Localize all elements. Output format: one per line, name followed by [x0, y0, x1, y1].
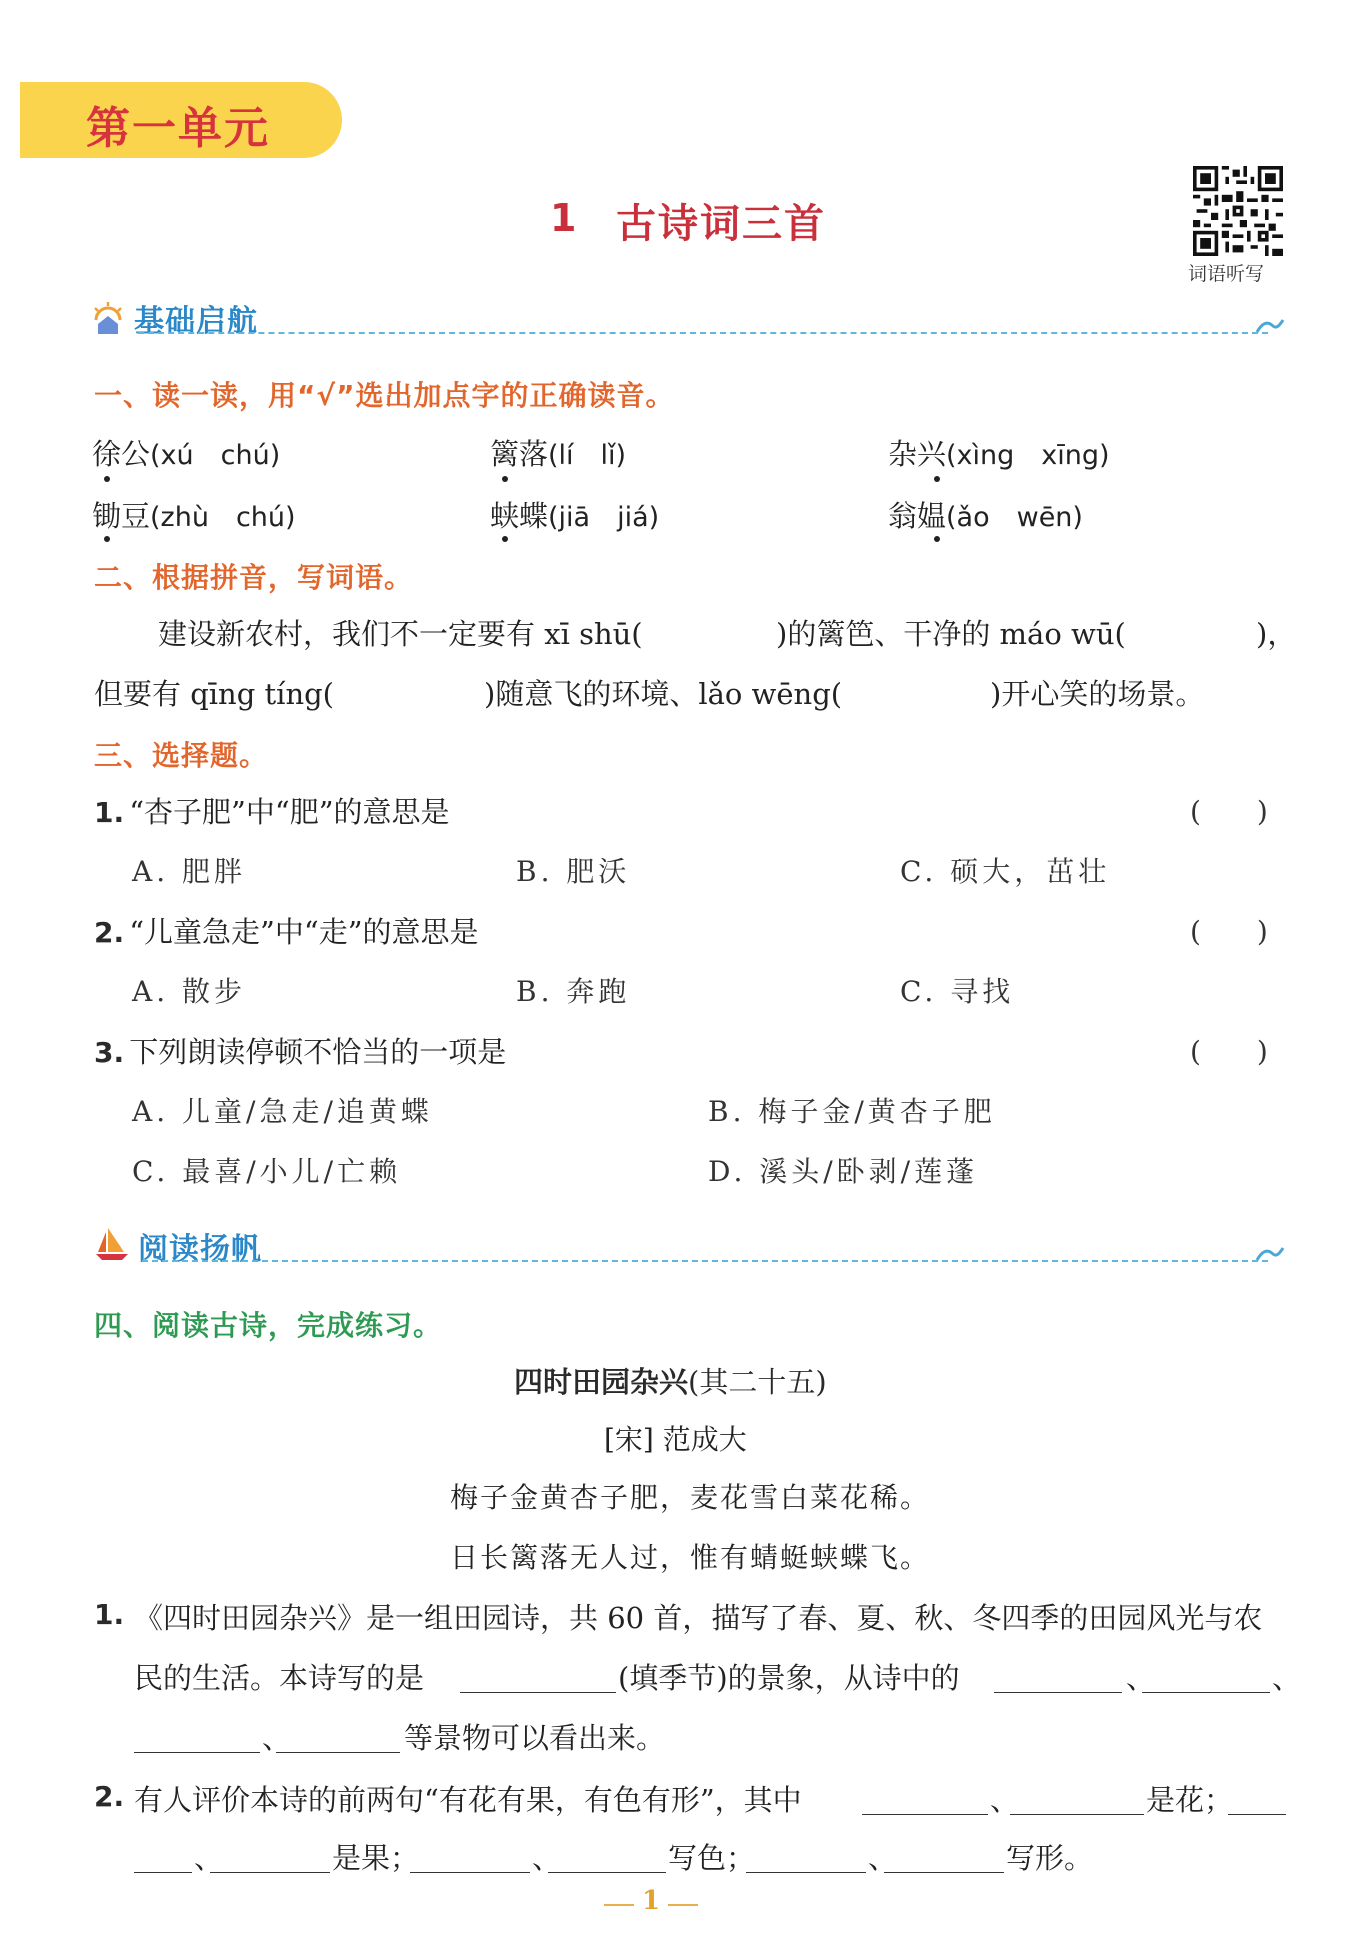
item-options: (xú chú): [150, 440, 281, 471]
unit-title: 第一单元: [86, 103, 270, 154]
answer-paren[interactable]: ( ): [1190, 915, 1268, 948]
page-number-dash: [668, 1904, 698, 1906]
question-number: 3.: [94, 1036, 125, 1069]
poem-title: [514, 1360, 827, 1401]
answer-blank[interactable]: [1142, 1692, 1270, 1693]
answer-blank[interactable]: [862, 1814, 988, 1815]
emphasis-dot: [104, 476, 110, 482]
item-word: 锄豆: [92, 499, 151, 533]
emphasis-dot: [502, 476, 508, 482]
section-title-basics: 基础启航: [134, 304, 258, 339]
sub-question-2-flower: 是花；: [1146, 1783, 1234, 1817]
question-number: 2.: [94, 916, 125, 949]
lesson-title: 古诗词三首: [616, 201, 826, 247]
item-options: (ǎo wēn): [946, 502, 1083, 533]
separator: 、: [532, 1841, 562, 1875]
option-b[interactable]: B. 奔跑: [516, 975, 631, 1008]
option-a[interactable]: A. 肥胖: [132, 855, 247, 888]
option-b[interactable]: B. 肥沃: [516, 855, 631, 888]
qr-code-icon[interactable]: [1193, 166, 1283, 256]
option-b[interactable]: B. 梅子金/黄杏子肥: [708, 1095, 996, 1128]
choice-question: [94, 910, 479, 951]
answer-blank[interactable]: [884, 1872, 1004, 1873]
answer-blank[interactable]: [210, 1872, 330, 1873]
sub-question-2-shape: 写形。: [1006, 1841, 1094, 1875]
qr-label: 词语听写: [1188, 263, 1265, 285]
item-word: 杂兴: [888, 437, 947, 471]
separator: 、: [262, 1721, 292, 1755]
answer-blank[interactable]: [1010, 1814, 1144, 1815]
section-divider: [138, 332, 1268, 334]
option-c[interactable]: C. 硕大，茁壮: [900, 855, 1111, 888]
answer-blank[interactable]: [134, 1872, 192, 1873]
sub-question-1-line-2b: (填季节)的景象，从诗中的: [618, 1661, 960, 1695]
item-options: (jiā jiá): [548, 502, 660, 533]
sub-question-2-color: 写色；: [668, 1841, 756, 1875]
choice-question: [94, 1030, 506, 1071]
answer-paren[interactable]: ( ): [1190, 1035, 1268, 1068]
answer-blank[interactable]: [746, 1872, 866, 1873]
sub-question-1-line-2a: 民的生活。本诗写的是: [134, 1661, 425, 1695]
pronunciation-item: [92, 432, 280, 473]
sub-question-number: 1.: [94, 1598, 125, 1631]
separator: 、: [1272, 1661, 1302, 1695]
item-options: (xìng xīng): [946, 440, 1110, 471]
separator: 、: [868, 1841, 898, 1875]
page-number-dash: [604, 1904, 634, 1906]
section-divider: [142, 1260, 1268, 1262]
section-title-reading: 阅读扬帆: [138, 1232, 262, 1267]
wave-icon: [1255, 312, 1285, 336]
answer-blank[interactable]: [410, 1872, 530, 1873]
fill-line-2a: 但要有 qīng tíng(: [94, 677, 335, 711]
option-c[interactable]: C. 最喜/小儿/亡赖: [132, 1155, 402, 1188]
pronunciation-item: [92, 494, 296, 535]
answer-paren[interactable]: ( ): [1190, 795, 1268, 828]
option-c[interactable]: C. 寻找: [900, 975, 1015, 1008]
question-text: “杏子肥”中“肥”的意思是: [129, 795, 450, 829]
question-heading-3: 三、选择题。: [94, 739, 269, 772]
choice-question: [94, 790, 450, 831]
wave-icon: [1255, 1240, 1285, 1264]
page-number: 1: [642, 1886, 661, 1916]
lesson-number: 1: [550, 196, 577, 240]
question-text: “儿童急走”中“走”的意思是: [129, 915, 479, 949]
sailboat-icon: [94, 1226, 130, 1262]
poem-line-1: 梅子金黄杏子肥，麦花雪白菜花稀。: [450, 1481, 931, 1514]
sub-question-number: 2.: [94, 1780, 125, 1813]
fill-line-2b: )随意飞的环境、lǎo wēng(: [484, 677, 843, 711]
item-word: 篱落: [490, 437, 549, 471]
separator: 、: [194, 1841, 224, 1875]
emphasis-dot: [104, 536, 110, 542]
option-a[interactable]: A. 散步: [132, 975, 247, 1008]
poem-subtitle: (其二十五): [688, 1365, 827, 1399]
sun-house-icon: [90, 300, 126, 336]
item-word: 翁媪: [888, 499, 947, 533]
poem-title-text: 四时田园杂兴: [514, 1365, 689, 1399]
emphasis-dot: [502, 536, 508, 542]
answer-blank[interactable]: [548, 1872, 666, 1873]
answer-blank[interactable]: [1228, 1814, 1286, 1815]
sub-question-2-line-1a: 有人评价本诗的前两句“有花有果，有色有形”，其中: [134, 1783, 802, 1817]
pronunciation-item: [888, 494, 1083, 535]
fill-line-1a: 建设新农村，我们不一定要有 xī shū(: [158, 617, 643, 651]
option-a[interactable]: A. 儿童/急走/追黄蝶: [132, 1095, 433, 1128]
item-options: (lí lǐ): [548, 440, 627, 471]
sub-question-2-fruit: 是果；: [332, 1841, 420, 1875]
emphasis-dot: [934, 476, 940, 482]
question-text: 下列朗读停顿不恰当的一项是: [129, 1035, 507, 1069]
separator: 、: [1126, 1661, 1156, 1695]
question-heading-1: 一、读一读，用“√”选出加点字的正确读音。: [94, 379, 675, 412]
item-word: 徐公: [92, 437, 151, 471]
sub-question-1-line-1: 《四时田园杂兴》是一组田园诗，共 60 首，描写了春、夏、秋、冬四季的田园风光与农: [134, 1601, 1263, 1635]
emphasis-dot: [934, 536, 940, 542]
answer-blank[interactable]: [276, 1752, 400, 1753]
question-heading-2: 二、根据拼音，写词语。: [94, 561, 414, 594]
item-word: 蛱蝶: [490, 499, 549, 533]
fill-line-2c: )开心笑的场景。: [990, 677, 1205, 711]
fill-line-1c: )，: [1256, 617, 1297, 651]
question-heading-4: 四、阅读古诗，完成练习。: [94, 1309, 443, 1342]
separator: 、: [990, 1783, 1020, 1817]
item-options: (zhù chú): [150, 502, 296, 533]
poem-line-2: 日长篱落无人过，惟有蜻蜓蛱蝶飞。: [450, 1541, 931, 1574]
sub-question-1-line-3: 等景物可以看出来。: [404, 1721, 666, 1755]
pronunciation-item: [888, 432, 1110, 473]
poem-author: [宋] 范成大: [604, 1423, 747, 1456]
option-d[interactable]: D. 溪头/卧剥/莲蓬: [708, 1155, 979, 1188]
answer-blank[interactable]: [994, 1692, 1122, 1693]
question-number: 1.: [94, 796, 125, 829]
pronunciation-item: [490, 494, 659, 535]
fill-line-1b: )的篱笆、干净的 máo wū(: [776, 617, 1126, 651]
answer-blank[interactable]: [134, 1752, 260, 1753]
answer-blank[interactable]: [460, 1692, 616, 1693]
pronunciation-item: [490, 432, 626, 473]
